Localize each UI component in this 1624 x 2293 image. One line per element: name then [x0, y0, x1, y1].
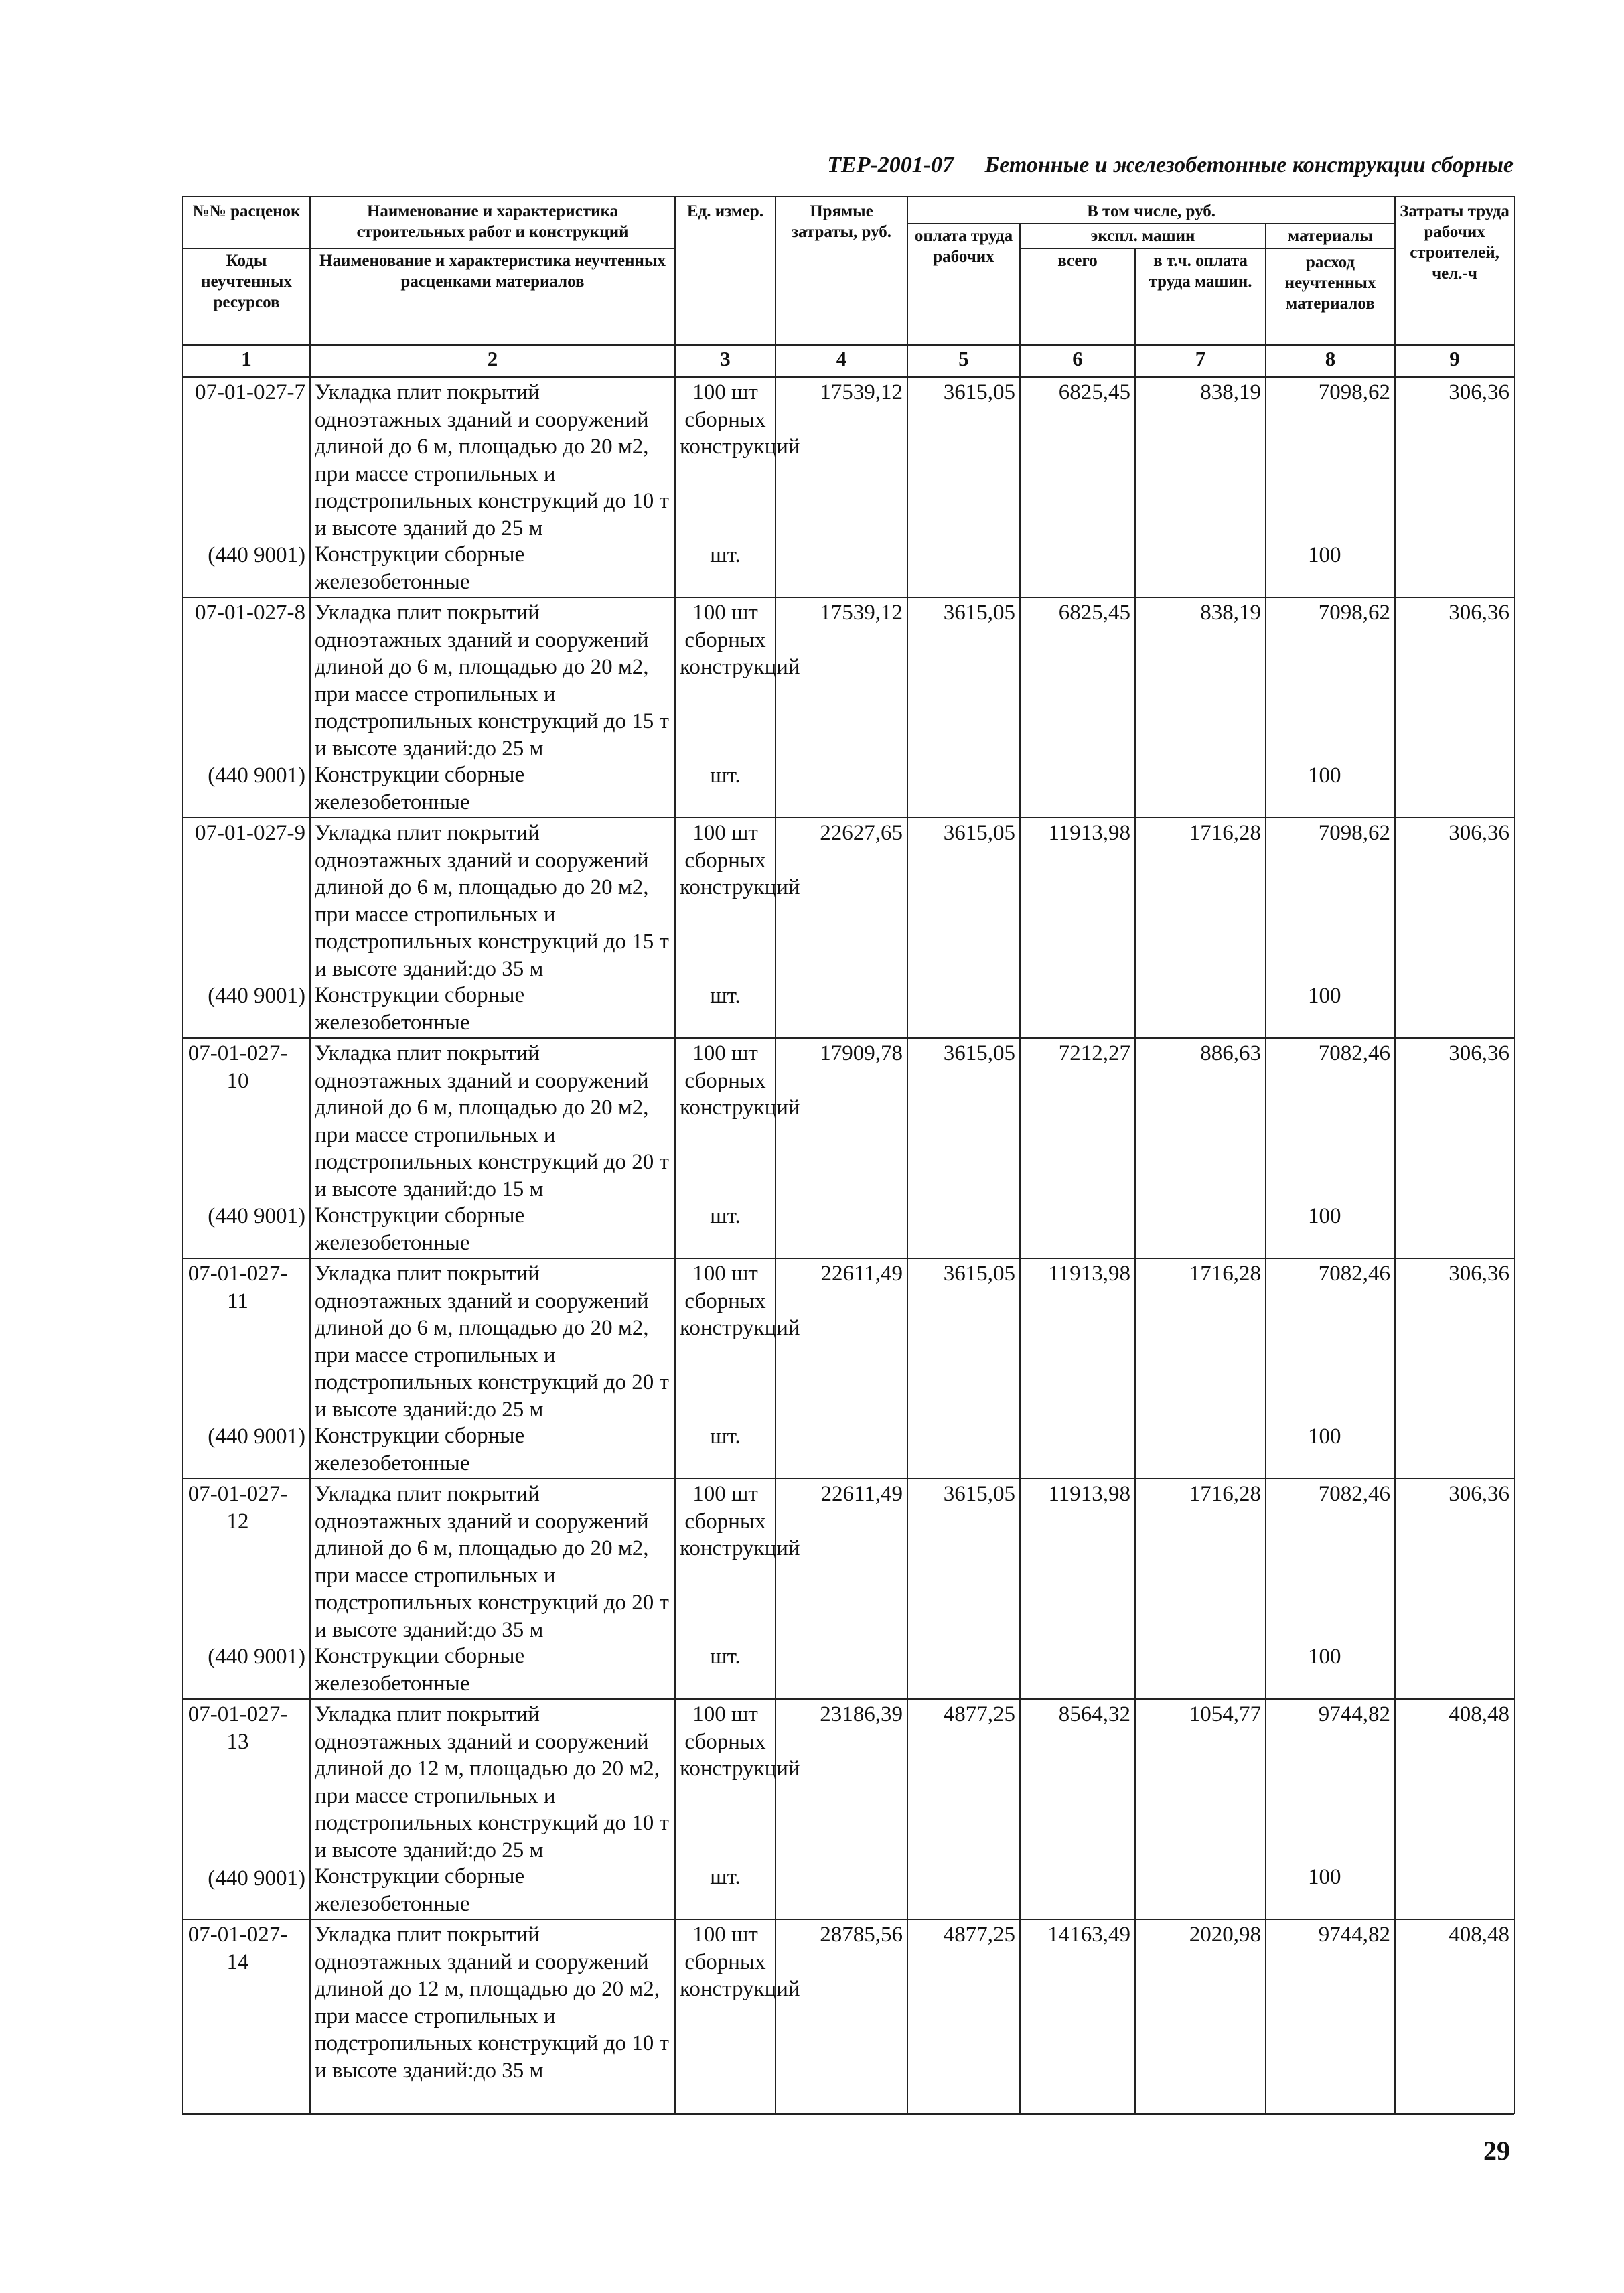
value-cell-direct [776, 1258, 907, 1479]
materials-cell [1266, 377, 1395, 597]
value-cell-labor [907, 1919, 1020, 2114]
work-name-cell [310, 1258, 675, 1479]
value-direct: 22627,65 [820, 821, 903, 845]
value-cell-mach [1020, 1479, 1135, 1699]
unit-cell [675, 377, 800, 597]
resource-qty: 100 [1308, 1644, 1341, 1669]
value-cell-labor [907, 818, 1020, 1038]
resource-unit: шт. [710, 1864, 741, 1889]
value-mach: 14163,49 [1047, 1923, 1130, 1947]
value-mach-labor: 838,19 [1200, 380, 1261, 404]
head-mach-group: экспл. машин [1020, 224, 1266, 248]
unit-cell [675, 1479, 800, 1699]
value-mach: 6825,45 [1058, 601, 1130, 625]
work-name-cell [310, 1479, 675, 1699]
value-cell-mach-labor [1135, 377, 1266, 597]
value-materials: 7098,62 [1318, 380, 1391, 404]
value-cell-direct [776, 1479, 907, 1699]
materials-cell [1266, 597, 1395, 818]
price-table [182, 196, 1515, 2114]
resource-name: Конструкции сборные железобетонные [315, 763, 525, 814]
unit: 100 шт сборных конструкций [680, 1262, 800, 1340]
table-row [183, 1919, 1514, 2114]
materials-cell [1266, 1258, 1395, 1479]
value-cell-labor [907, 1258, 1020, 1479]
resource-qty: 100 [1308, 1203, 1341, 1228]
value-materials: 7082,46 [1318, 1482, 1391, 1506]
footer-rule [182, 2113, 1514, 2115]
unit: 100 шт сборных конструкций [680, 1482, 800, 1560]
value-hours: 408,48 [1449, 1702, 1510, 1726]
value-cell-mach-labor [1135, 1258, 1266, 1479]
value-cell-hours [1395, 1699, 1514, 1919]
table-row [183, 1038, 1514, 1258]
value-cell-mach-labor [1135, 1699, 1266, 1919]
value-hours: 306,36 [1449, 380, 1510, 404]
value-labor: 4877,25 [943, 1702, 1015, 1726]
rate-code-cell [183, 1919, 310, 2114]
rate-code: 07-01-027-12 [188, 1482, 288, 1534]
work-name-cell [310, 1038, 675, 1258]
rate-code-cell [183, 818, 310, 1038]
value-cell-mach [1020, 1038, 1135, 1258]
value-hours: 306,36 [1449, 1262, 1510, 1286]
materials-cell [1266, 1919, 1395, 2114]
col-number: 6 [1020, 345, 1135, 377]
value-cell-mach-labor [1135, 1038, 1266, 1258]
rate-code: 07-01-027-14 [188, 1923, 288, 1974]
value-materials: 7082,46 [1318, 1262, 1391, 1286]
column-numbers [183, 345, 1514, 377]
head-materials-top: материалы [1266, 224, 1394, 249]
resource-code: (440 9001) [208, 542, 305, 567]
rate-code-cell [183, 1038, 310, 1258]
col-number: 8 [1266, 345, 1395, 377]
table-body [183, 377, 1514, 2114]
value-cell-mach-labor [1135, 1919, 1266, 2114]
value-cell-labor [907, 1038, 1020, 1258]
value-materials: 7082,46 [1318, 1041, 1391, 1065]
value-labor: 3615,05 [943, 821, 1015, 845]
value-mach: 6825,45 [1058, 380, 1130, 404]
resource-code: (440 9001) [208, 983, 305, 1008]
work-name-cell [310, 1699, 675, 1919]
table-row [183, 1699, 1514, 1919]
rate-code: 07-01-027-13 [188, 1702, 288, 1754]
resource-unit: шт. [710, 1424, 741, 1449]
value-cell-mach-labor [1135, 1479, 1266, 1699]
value-hours: 306,36 [1449, 1041, 1510, 1065]
value-mach-labor: 1054,77 [1189, 1702, 1261, 1726]
resource-unit: шт. [710, 1644, 741, 1669]
work-name-cell [310, 377, 675, 597]
table-row [183, 377, 1514, 597]
table-row [183, 1258, 1514, 1479]
col-number: 1 [183, 345, 310, 377]
head-mach-labor: в т.ч. оплата труда машин. [1135, 248, 1266, 345]
head-materials [1266, 224, 1395, 345]
unit: 100 шт сборных конструкций [680, 1041, 800, 1120]
value-labor: 3615,05 [943, 1041, 1015, 1065]
value-cell-direct [776, 597, 907, 818]
header-code: ТЕР-2001-07 [827, 153, 954, 177]
resource-unit: шт. [710, 983, 741, 1008]
value-hours: 306,36 [1449, 821, 1510, 845]
value-materials: 9744,82 [1318, 1702, 1391, 1726]
value-direct: 17909,78 [820, 1041, 903, 1065]
col-number: 3 [675, 345, 776, 377]
rate-code-cell [183, 1258, 310, 1479]
materials-cell [1266, 1038, 1395, 1258]
value-materials: 7098,62 [1318, 601, 1391, 625]
value-direct: 28785,56 [820, 1923, 903, 1947]
resource-qty: 100 [1308, 1424, 1341, 1449]
work-name: Укладка плит покрытий одноэтажных зданий и сооружений длиной до 6 м, площадью до 20 м2, при массе стропильных и подстропильных конструкций до 15 т и высоте зданий:до 25 м [315, 601, 669, 761]
resource-code: (440 9001) [208, 1203, 305, 1228]
value-cell-hours [1395, 818, 1514, 1038]
value-cell-mach-labor [1135, 597, 1266, 818]
materials-cell [1266, 1699, 1395, 1919]
work-name-cell [310, 597, 675, 818]
value-labor: 3615,05 [943, 380, 1015, 404]
work-name: Укладка плит покрытий одноэтажных зданий и сооружений длиной до 12 м, площадью до 20 м2, при массе стропильных и подстропильных конструкций до 10 т и высоте зданий:до 35 м [315, 1923, 669, 2083]
value-mach: 11913,98 [1048, 1262, 1130, 1286]
unit: 100 шт сборных конструкций [680, 1923, 800, 2001]
head-code-top: №№ расценок [192, 202, 301, 220]
head-group: В том числе, руб. [907, 196, 1395, 224]
resource-name: Конструкции сборные железобетонные [315, 983, 525, 1035]
work-name: Укладка плит покрытий одноэтажных зданий и сооружений длиной до 6 м, площадью до 20 м2, при массе стропильных и подстропильных конструкций до 20 т и высоте зданий:до 25 м [315, 1262, 669, 1422]
head-direct: Прямые затраты, руб. [776, 196, 907, 345]
resource-qty: 100 [1308, 542, 1341, 567]
unit-cell [675, 1258, 800, 1479]
head-unit: Ед. измер. [675, 196, 776, 345]
unit-cell [675, 1038, 800, 1258]
work-name: Укладка плит покрытий одноэтажных зданий и сооружений длиной до 6 м, площадью до 20 м2, при массе стропильных и подстропильных конструкций до 15 т и высоте зданий:до 35 м [315, 821, 669, 981]
resource-code: (440 9001) [208, 1644, 305, 1669]
value-cell-mach [1020, 1919, 1135, 2114]
value-cell-hours [1395, 597, 1514, 818]
value-direct: 22611,49 [820, 1482, 903, 1506]
head-name-bottom: Наименование и характеристика неучтенных расценками материалов [310, 248, 675, 345]
resource-name: Конструкции сборные железобетонные [315, 1424, 525, 1475]
value-direct: 23186,39 [820, 1702, 903, 1726]
resource-name: Конструкции сборные железобетонные [315, 542, 525, 594]
value-mach-labor: 2020,98 [1189, 1923, 1261, 1947]
value-mach-labor: 1716,28 [1189, 821, 1261, 845]
rate-code: 07-01-027-11 [188, 1262, 288, 1313]
value-mach-labor: 1716,28 [1189, 1482, 1261, 1506]
unit: 100 шт сборных конструкций [680, 821, 800, 899]
col-number: 4 [776, 345, 907, 377]
value-cell-labor [907, 377, 1020, 597]
resource-unit: шт. [710, 1203, 741, 1228]
head-mach-total: всего [1020, 248, 1135, 345]
value-materials: 7098,62 [1318, 821, 1391, 845]
value-labor: 4877,25 [943, 1923, 1015, 1947]
value-mach: 7212,27 [1058, 1041, 1130, 1065]
value-cell-labor [907, 597, 1020, 818]
head-labor: оплата труда рабочих [907, 224, 1020, 345]
value-materials: 9744,82 [1318, 1923, 1391, 1947]
value-cell-hours [1395, 1479, 1514, 1699]
value-cell-hours [1395, 1919, 1514, 2114]
resource-name: Конструкции сборные железобетонные [315, 1203, 525, 1255]
table-row [183, 597, 1514, 818]
value-direct: 17539,12 [820, 380, 903, 404]
resource-qty: 100 [1308, 763, 1341, 788]
table-row [183, 818, 1514, 1038]
rate-code-cell [183, 377, 310, 597]
header-title: Бетонные и железобетонные конструкции сборные [984, 153, 1514, 177]
value-cell-mach [1020, 818, 1135, 1038]
value-labor: 3615,05 [943, 1482, 1015, 1506]
rate-code: 07-01-027-7 [195, 380, 305, 404]
value-cell-labor [907, 1699, 1020, 1919]
value-mach: 8564,32 [1058, 1702, 1130, 1726]
head-hours: Затраты труда рабочих строителей, чел.-ч [1395, 196, 1514, 345]
resource-qty: 100 [1308, 1864, 1341, 1889]
value-mach-labor: 838,19 [1200, 601, 1261, 625]
value-cell-hours [1395, 1038, 1514, 1258]
unit: 100 шт сборных конструкций [680, 601, 800, 679]
value-mach: 11913,98 [1048, 821, 1130, 845]
head-code-bottom: Коды неучтенных ресурсов [183, 248, 310, 345]
value-cell-labor [907, 1479, 1020, 1699]
value-cell-hours [1395, 1258, 1514, 1479]
head-name [310, 196, 675, 248]
rate-code-cell [183, 1479, 310, 1699]
value-cell-hours [1395, 377, 1514, 597]
unit: 100 шт сборных конструкций [680, 380, 800, 459]
rate-code: 07-01-027-10 [188, 1041, 288, 1093]
materials-cell [1266, 1479, 1395, 1699]
table-header [183, 196, 1514, 345]
work-name-cell [310, 1919, 675, 2114]
unit-cell [675, 1699, 800, 1919]
value-cell-direct [776, 818, 907, 1038]
col-number: 7 [1135, 345, 1266, 377]
resource-unit: шт. [710, 542, 741, 567]
value-hours: 306,36 [1449, 1482, 1510, 1506]
value-mach-labor: 1716,28 [1189, 1262, 1261, 1286]
work-name: Укладка плит покрытий одноэтажных зданий и сооружений длиной до 12 м, площадью до 20 м2, при массе стропильных и подстропильных конструкций до 10 т и высоте зданий:до 25 м [315, 1702, 669, 1862]
materials-cell [1266, 818, 1395, 1038]
col-number: 5 [907, 345, 1020, 377]
resource-unit: шт. [710, 763, 741, 788]
rate-code-cell [183, 1699, 310, 1919]
resource-qty: 100 [1308, 983, 1341, 1008]
head-name-top: Наименование и характеристика строительных работ и конструкций [356, 202, 629, 241]
table-row [183, 1479, 1514, 1699]
value-cell-direct [776, 1919, 907, 2114]
unit-cell [675, 818, 800, 1038]
page-number: 29 [1483, 2136, 1510, 2166]
resource-name: Конструкции сборные железобетонные [315, 1864, 525, 1916]
rate-code: 07-01-027-9 [195, 821, 305, 845]
running-header [827, 153, 1514, 178]
work-name: Укладка плит покрытий одноэтажных зданий и сооружений длиной до 6 м, площадью до 20 м2, при массе стропильных и подстропильных конструкций до 20 т и высоте зданий:до 15 м [315, 1041, 669, 1201]
value-direct: 22611,49 [820, 1262, 903, 1286]
value-mach: 11913,98 [1048, 1482, 1130, 1506]
value-cell-mach-labor [1135, 818, 1266, 1038]
unit-cell [675, 1919, 800, 2114]
value-cell-direct [776, 1699, 907, 1919]
resource-code: (440 9001) [208, 1866, 305, 1891]
resource-code: (440 9001) [208, 1424, 305, 1449]
col-number: 9 [1395, 345, 1514, 377]
value-direct: 17539,12 [820, 601, 903, 625]
unit: 100 шт сборных конструкций [680, 1702, 800, 1781]
value-cell-direct [776, 377, 907, 597]
work-name-cell [310, 818, 675, 1038]
value-cell-mach [1020, 377, 1135, 597]
value-cell-mach [1020, 1699, 1135, 1919]
head-code [183, 196, 310, 248]
value-labor: 3615,05 [943, 1262, 1015, 1286]
value-hours: 306,36 [1449, 601, 1510, 625]
col-number: 2 [310, 345, 675, 377]
value-cell-direct [776, 1038, 907, 1258]
value-labor: 3615,05 [943, 601, 1015, 625]
value-hours: 408,48 [1449, 1923, 1510, 1947]
work-name: Укладка плит покрытий одноэтажных зданий и сооружений длиной до 6 м, площадью до 20 м2, при массе стропильных и подстропильных конструкций до 20 т и высоте зданий:до 35 м [315, 1482, 669, 1642]
resource-name: Конструкции сборные железобетонные [315, 1644, 525, 1696]
value-cell-mach [1020, 597, 1135, 818]
rate-code: 07-01-027-8 [195, 601, 305, 625]
unit-cell [675, 597, 800, 818]
value-cell-mach [1020, 1258, 1135, 1479]
work-name: Укладка плит покрытий одноэтажных зданий и сооружений длиной до 6 м, площадью до 20 м2, при массе стропильных и подстропильных конструкций до 10 т и высоте зданий до 25 м [315, 380, 669, 540]
value-mach-labor: 886,63 [1200, 1041, 1261, 1065]
rate-code-cell [183, 597, 310, 818]
resource-code: (440 9001) [208, 763, 305, 788]
head-materials-bottom: расход неучтенных материалов [1284, 253, 1376, 313]
